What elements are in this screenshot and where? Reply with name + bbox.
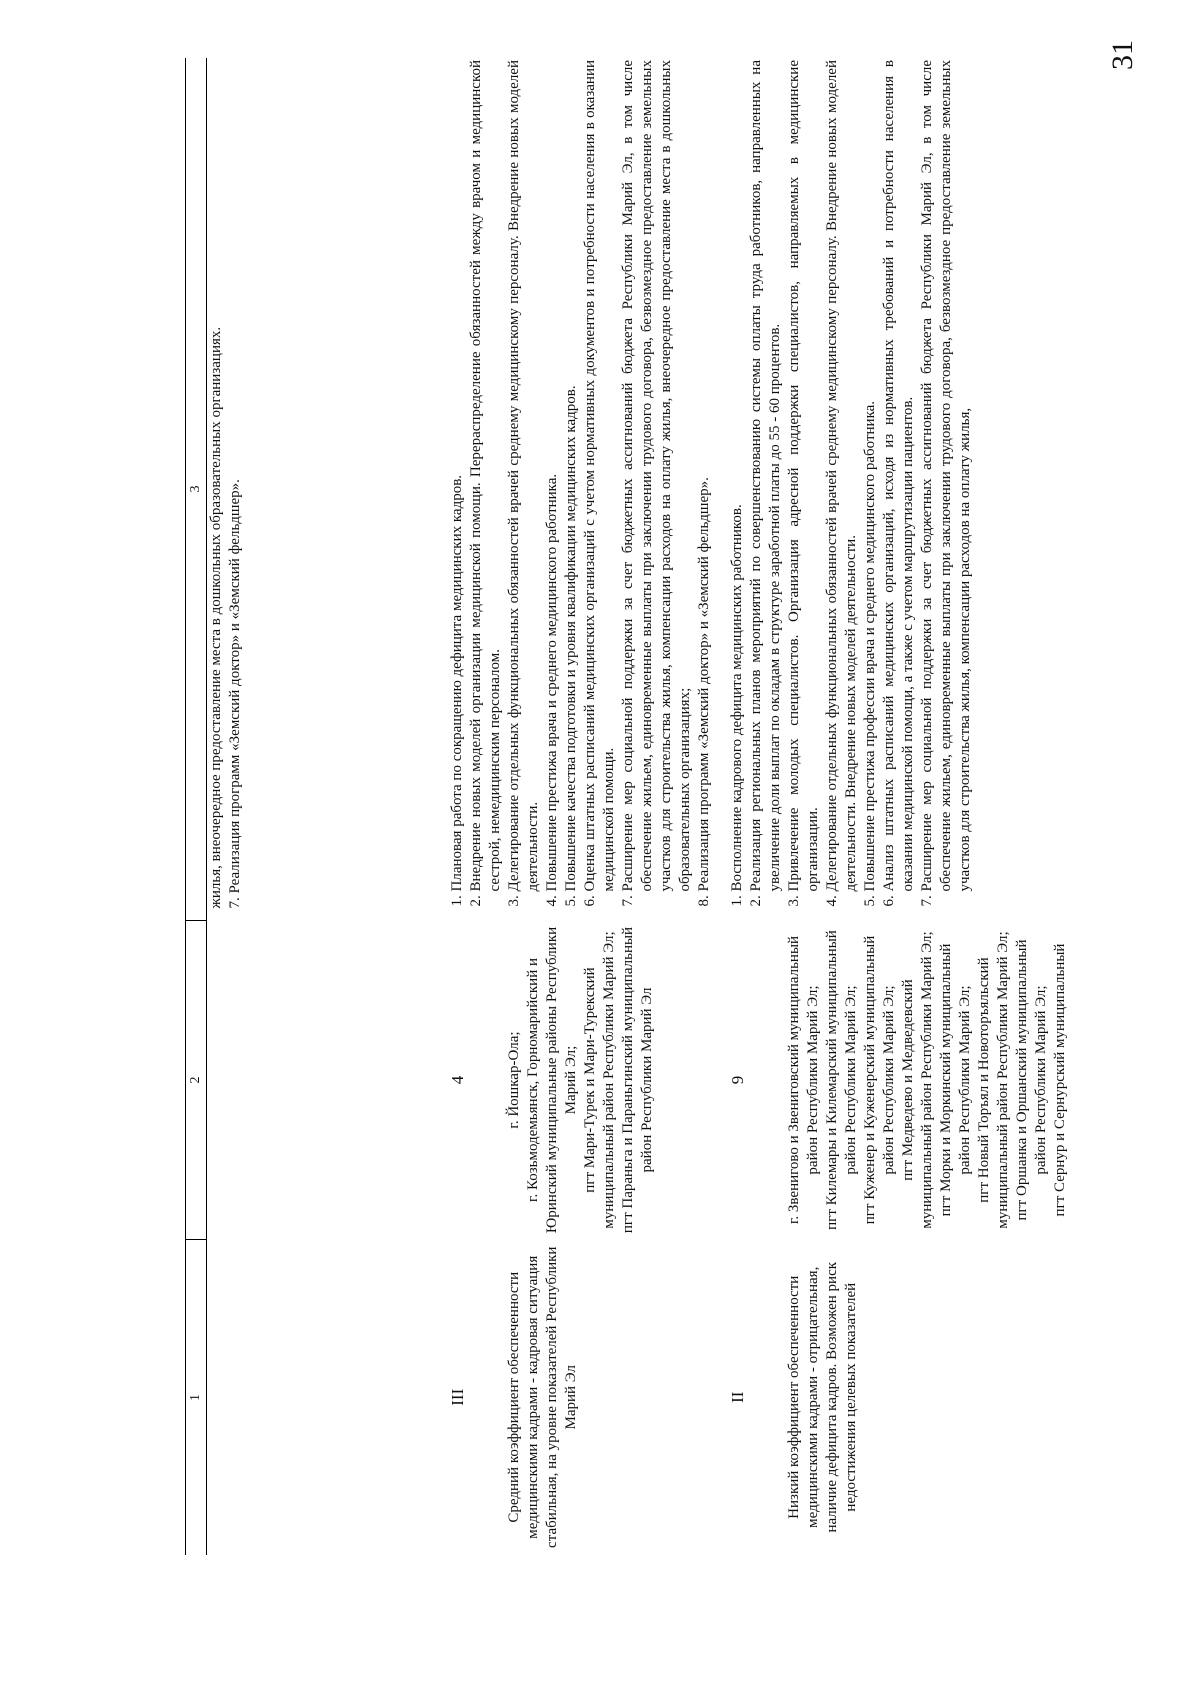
territory-item: пгт Новый Торъял и Новоторъяльский муниципальный район Республики Марий Эл;: [976, 931, 1011, 1229]
group-description: Низкий коэффициент обеспеченности медицинскими кадрами - отрицательная, наличие дефицита кадров. Возможен риск недостижения целевых показателей: [786, 1261, 859, 1533]
measure-item: 7. Расширение мер социальной поддержки за счет бюджетных ассигнований бюджета Республики Марий Эл, в том числе обеспечение жильем, единовременные выплаты при заключении трудового договора, безвозмездное предоставление земельных участков для строительства жилья, компенсации расходов на оплату жилья, внеочередное предоставление места в дошкольных образовательных организациях;: [619, 60, 695, 892]
territory-item: г. Звенигово и Звениговский муниципальный район Республики Марий Эл;: [786, 935, 821, 1225]
territory-item: пгт Морки и Моркинский муниципальный район Республики Марий Эл;: [938, 943, 973, 1217]
continued-measure-text: жилья, внеочередное предоставление места в дошкольных образовательных организациях.: [208, 326, 224, 909]
measure-item: 6. Анализ штатных расписаний медицинских организаций, исходя из нормативных требований и потребности населения в оказании медицинской помощи, а также с учетом маршрутизации пациентов.: [880, 60, 918, 892]
measure-item: 2. Внедрение новых моделей организации медицинской помощи. Перераспределение обязанностей между врачом и медицинской сестрой, немедицинским персоналом.: [467, 60, 505, 892]
page-number: 31: [1106, 40, 1139, 70]
measure-item: 2. Реализация региональных планов мероприятий по совершенствованию системы оплаты труда работников, направленных на увеличение доли выплат по окладам в структуре заработной платы до 55 - 60 процентов.: [747, 60, 785, 892]
group-roman-numeral: II: [728, 1391, 747, 1403]
territory-count: 4: [448, 1075, 467, 1085]
continued-measure-item: 7. Реализация программ «Земский доктор» и «Земский фельдшер».: [227, 479, 243, 909]
territory-item: пгт Килемары и Килемарский муниципальный район Республики Марий Эл;: [824, 930, 859, 1230]
measure-item: 5. Повышение качества подготовки и уровня квалификации медицинских кадров.: [562, 60, 581, 892]
group-iii-territories-cell: [442, 921, 714, 1240]
group-description: Средний коэффициент обеспеченности медицинскими кадрами - кадровая ситуация стабильная, на уровне показателей Республики Марий Эл: [506, 1246, 579, 1548]
measure-item: 1. Плановая работа по сокращению дефицита медицинских кадров.: [448, 60, 467, 892]
continued-measures-cell: [207, 58, 443, 921]
measure-item: 3. Привлечение молодых специалистов. Организация адресной поддержки специалистов, направляемых в медицинские организации.: [785, 60, 823, 892]
rotated-table-sheet: [185, 60, 1068, 1555]
territory-item: пгт Медведево и Медведевский муниципальный район Республики Марий Эл;: [900, 931, 935, 1229]
measure-item: 3. Делегирование отдельных функциональных обязанностей врачей среднему медицинскому персоналу. Внедрение новых моделей деятельности.: [505, 60, 543, 892]
territory-count: 9: [728, 1075, 747, 1085]
measure-item: 4. Делегирование отдельных функциональных обязанностей врачей среднему медицинскому персоналу. Внедрение новых моделей деятельности. Внедрение новых моделей деятельности.: [823, 60, 861, 892]
territory-staffing-table: [185, 58, 1070, 1555]
territory-item: пгт Мари-Турек и Мари-Турекский муниципальный район Республики Марий Эл;: [582, 931, 617, 1229]
territory-item: г. Козьмодемьянск, Горномарийский и Юринский муниципальные районы Республики Марий Эл;: [525, 926, 579, 1234]
territory-item: пгт Куженер и Куженерский муниципальный район Республики Марий Эл;: [862, 935, 897, 1225]
group-ii-territories-cell: [714, 921, 1070, 1240]
measure-item: 7. Расширение мер социальной поддержки за счет бюджетных ассигнований бюджета Республики Марий Эл, в том числе обеспечение жильем, единовременные выплаты при заключении трудового договора, безвозмездное предоставление земельных участков для строительства жилья, компенсации расходов на оплату жилья,: [918, 60, 975, 892]
column-header-1: 1: [186, 1240, 207, 1556]
group-iii-measures-cell: [442, 58, 714, 921]
column-header-2: 2: [186, 921, 207, 1240]
measure-item: 8. Реализация программ «Земский доктор» и «Земский фельдшер».: [695, 60, 714, 892]
table-row-continuation: [207, 58, 443, 1555]
territory-item: пгт Параньга и Параньгинский муниципальный район Республики Марий Эл: [620, 926, 655, 1234]
table-row-group-iii: [442, 58, 714, 1555]
territory-item: пгт Сернур и Сернурский муниципальный: [1052, 943, 1068, 1217]
measure-item: 5. Повышение престижа профессии врача и среднего медицинского работника.: [861, 60, 880, 892]
territory-item: пгт Оршанка и Оршанский муниципальный район Республики Марий Эл;: [1014, 939, 1049, 1221]
group-iii-category-cell: [442, 1240, 714, 1556]
column-header-row: [186, 58, 207, 1555]
column-header-3: 3: [186, 58, 207, 921]
group-ii-category-cell: [714, 1240, 1070, 1556]
measure-item: 1. Восполнение кадрового дефицита медицинских работников.: [728, 60, 747, 892]
territory-item: г. Йошкар-Ола;: [506, 1031, 522, 1129]
measure-item: 4. Повышение престижа врача и среднего медицинского работника.: [543, 60, 562, 892]
group-roman-numeral: III: [448, 1388, 467, 1406]
table-row-group-ii: [714, 58, 1070, 1555]
measure-item: 6. Оценка штатных расписаний медицинских организаций с учетом нормативных документов и потребности населения в оказании медицинской помощи.: [581, 60, 619, 892]
group-ii-measures-cell: [714, 58, 1070, 921]
